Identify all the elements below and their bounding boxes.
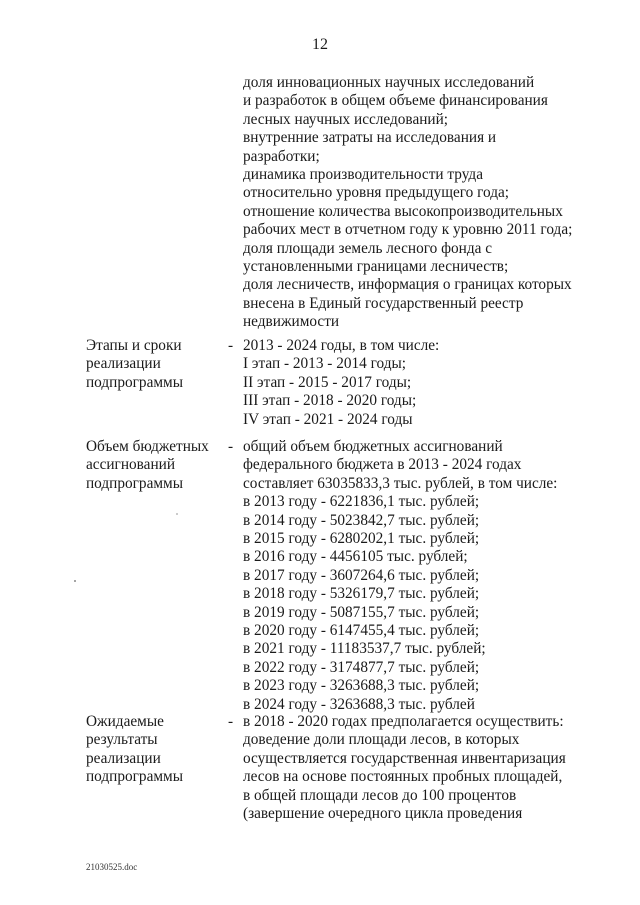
stages-label-line: подпрограммы	[86, 373, 184, 391]
results-label-line: результаты	[86, 731, 158, 749]
indicator-line: относительно уровня предыдущего года;	[243, 184, 510, 202]
budget-line: в 2022 году - 3174877,7 тыс. рублей;	[243, 658, 480, 676]
budget-line: общий объем бюджетных ассигнований	[243, 438, 503, 455]
results-label-line: реализации	[86, 749, 161, 767]
budget-line: в 2024 году - 3263688,3 тыс. рублей	[243, 695, 475, 713]
indicator-line: внесена в Единый государственный реестр	[243, 294, 524, 312]
stages-line: III этап - 2018 - 2020 годы;	[243, 392, 417, 410]
scan-speck	[176, 513, 178, 515]
budget-label	[86, 438, 226, 493]
results-label-line: подпрограммы	[86, 768, 184, 786]
budget-line: в 2021 году - 11183537,7 тыс. рублей;	[243, 640, 486, 658]
results-line: (завершение очередного цикла проведения	[243, 805, 523, 823]
results-label-line: Ожидаемые	[86, 713, 164, 730]
budget-line: в 2023 году - 3263688,3 тыс. рублей;	[243, 677, 480, 695]
indicator-line: рабочих мест в отчетном году к уровню 2011 года;	[243, 221, 573, 239]
budget-line: в 2019 году - 5087155,7 тыс. рублей;	[243, 603, 480, 621]
budget-line: в 2014 году - 5023842,7 тыс. рублей;	[243, 511, 480, 529]
results-line: доведение доли площади лесов, в которых	[243, 731, 520, 749]
indicator-line: доля площади земель лесного фонда с	[243, 239, 493, 257]
results-content	[243, 713, 588, 823]
budget-line: в 2017 году - 3607264,6 тыс. рублей;	[243, 566, 480, 584]
results-line: лесов на основе постоянных пробных площадей,	[243, 768, 563, 786]
stages-dash: -	[228, 337, 234, 354]
indicator-line: внутренние затраты на исследования и	[243, 129, 497, 147]
indicator-line: разработки;	[243, 147, 320, 165]
results-dash: -	[228, 713, 234, 730]
budget-line: федерального бюджета в 2013 - 2024 годах	[243, 456, 522, 474]
budget-label-line: подпрограммы	[86, 474, 184, 492]
indicator-line: лесных научных исследований;	[243, 110, 449, 128]
stages-line: IV этап - 2021 - 2024 годы	[243, 410, 413, 428]
indicator-line: доля инновационных научных исследований	[243, 74, 535, 91]
stages-label	[86, 337, 226, 392]
stages-label-line: реализации	[86, 355, 161, 373]
budget-label-line: ассигнований	[86, 456, 176, 474]
budget-line: в 2016 году - 4456105 тыс. рублей;	[243, 548, 468, 566]
stages-line: II этап - 2015 - 2017 годы;	[243, 373, 412, 391]
stages-line: I этап - 2013 - 2014 годы;	[243, 355, 407, 373]
indicator-line: отношение количества высокопроизводительных	[243, 202, 563, 220]
budget-label-line: Объем бюджетных	[86, 438, 209, 455]
budget-content	[243, 438, 588, 714]
footer-file-code: 21030525.doc	[86, 862, 138, 872]
page-number: 12	[312, 36, 328, 53]
stages-line: 2013 - 2024 годы, в том числе:	[243, 337, 440, 354]
results-label	[86, 713, 226, 787]
stages-label-line: Этапы и сроки	[86, 337, 182, 354]
budget-dash: -	[228, 438, 234, 455]
budget-line: в 2013 году - 6221836,1 тыс. рублей;	[243, 493, 480, 511]
scan-speck	[74, 580, 76, 582]
indicator-line: динамика производительности труда	[243, 166, 483, 184]
budget-line: составляет 63035833,3 тыс. рублей, в том числе:	[243, 474, 558, 492]
budget-line: в 2018 году - 5326179,7 тыс. рублей;	[243, 585, 480, 603]
results-line: в 2018 - 2020 годах предполагается осуществить:	[243, 713, 564, 730]
indicator-line: доля лесничеств, информация о границах которых	[243, 276, 572, 294]
stages-content	[243, 337, 588, 429]
budget-line: в 2020 году - 6147455,4 тыс. рублей;	[243, 622, 480, 640]
indicator-line: и разработок в общем объеме финансирования	[243, 92, 548, 110]
indicators-continued	[243, 74, 583, 332]
indicator-line: недвижимости	[243, 313, 340, 331]
results-line: осуществляется государственная инвентаризация	[243, 749, 566, 767]
results-line: в общей площади лесов до 100 процентов	[243, 786, 517, 804]
budget-line: в 2015 году - 6280202,1 тыс. рублей;	[243, 530, 480, 548]
indicator-line: установленными границами лесничеств;	[243, 258, 509, 276]
